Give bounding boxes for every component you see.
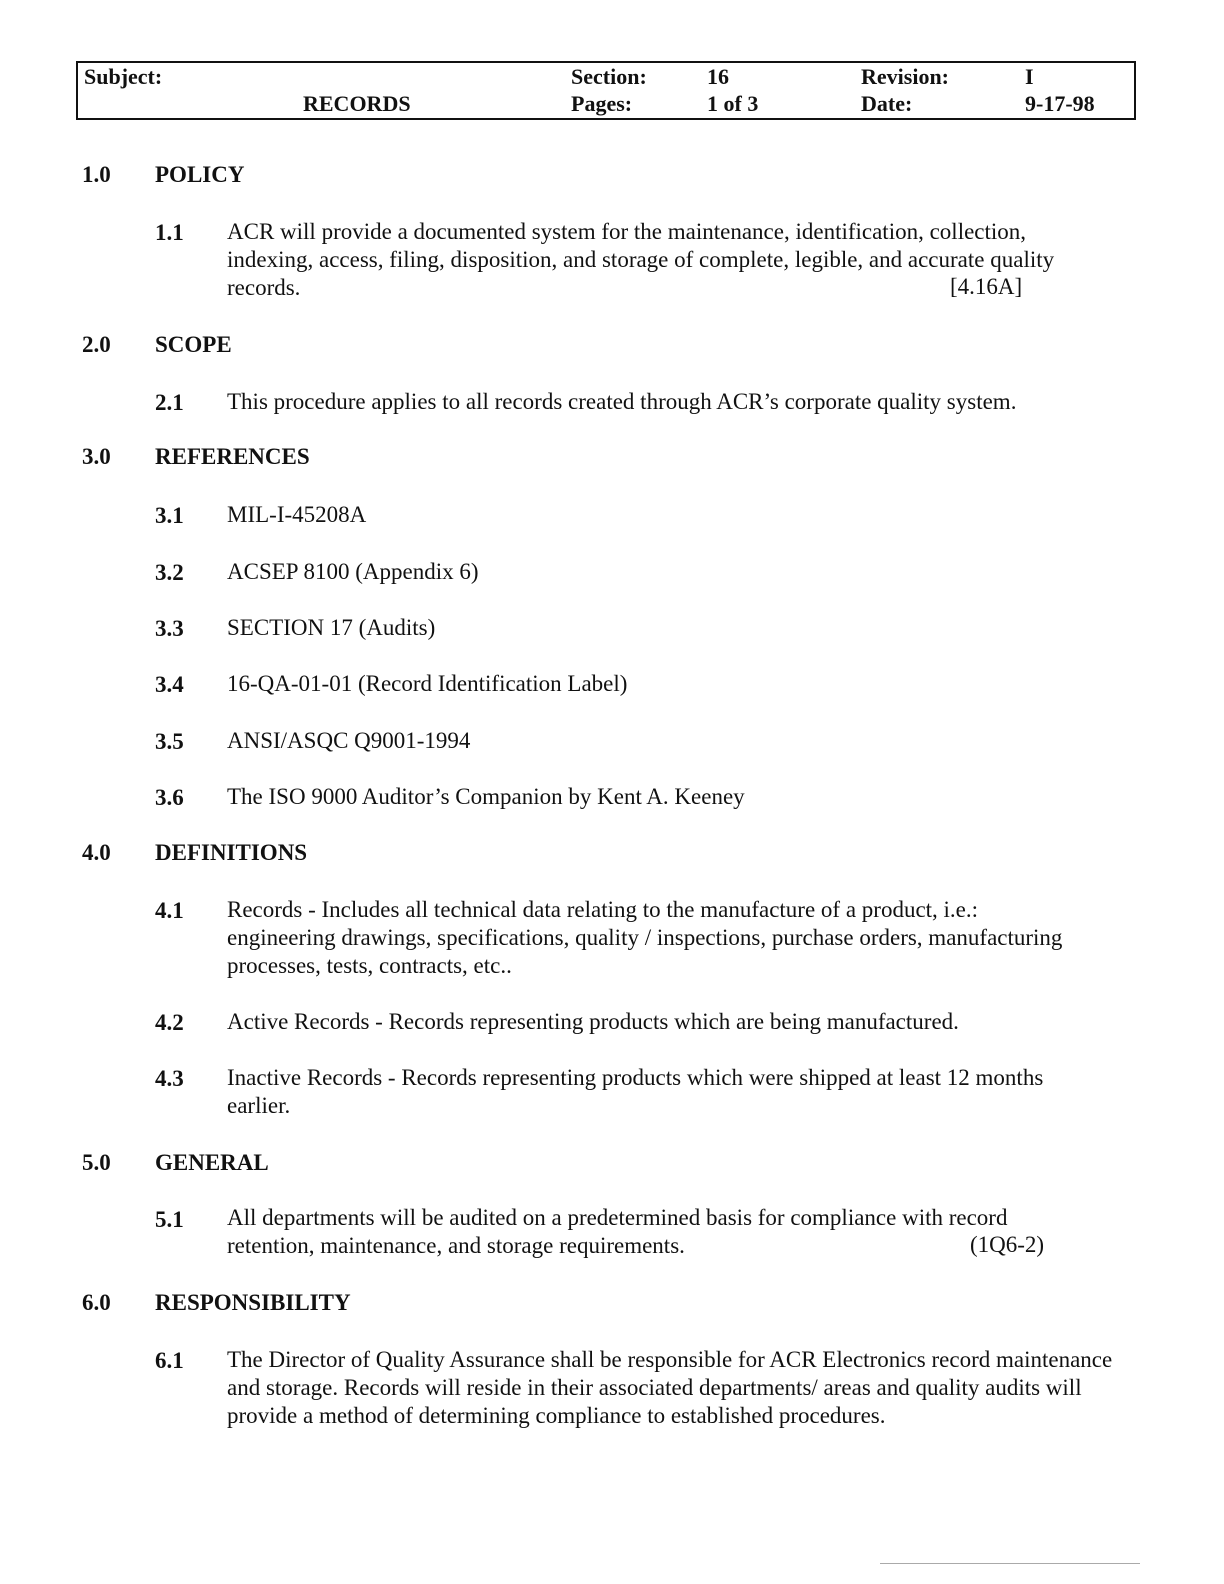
item-line: MIL-I-45208A [227,502,367,527]
item-line: and storage. Records will reside in their associated departments/ areas and quality audits will [227,1375,1082,1400]
item-number: 4.3 [155,1066,184,1091]
section-title: SCOPE [155,332,232,357]
item-text [227,783,1157,811]
item-text [227,558,1157,586]
item-number: 4.2 [155,1010,184,1035]
item-number: 2.1 [155,390,184,415]
section-title: GENERAL [155,1150,269,1175]
item-line: Active Records - Records representing products which are being manufactured. [227,1009,959,1034]
item-line: engineering drawings, specifications, quality / inspections, purchase orders, manufacturing [227,925,1063,950]
item-line: ACSEP 8100 (Appendix 6) [227,559,479,584]
item-line: 16-QA-01-01 (Record Identification Label) [227,671,628,696]
item-line: All departments will be audited on a predetermined basis for compliance with record [227,1205,1008,1230]
item-text [227,1064,1157,1120]
item-number: 6.1 [155,1348,184,1373]
item-text [227,388,1157,416]
item-text [227,670,1157,698]
item-line: SECTION 17 (Audits) [227,615,436,640]
section-title: POLICY [155,162,245,187]
section-number: 1.0 [82,162,111,187]
item-line: processes, tests, contracts, etc.. [227,953,512,978]
item-line: Records - Includes all technical data relating to the manufacture of a product, i.e.: [227,897,979,922]
item-text [227,727,1157,755]
item-number: 1.1 [155,220,184,245]
item-text [227,1008,1157,1036]
item-number: 3.2 [155,560,184,585]
item-text [227,501,1157,529]
item-text [227,896,1157,980]
item-line: Inactive Records - Records representing products which were shipped at least 12 months [227,1065,1044,1090]
section-number: 3.0 [82,444,111,469]
pages-label: Pages: [571,91,633,116]
item-line: This procedure applies to all records created through ACR’s corporate quality system. [227,389,1017,414]
item-line: The Director of Quality Assurance shall be responsible for ACR Electronics record maintenance [227,1347,1113,1372]
item-text [227,614,1157,642]
revision-label: Revision: [861,64,949,89]
section-title: RESPONSIBILITY [155,1290,351,1315]
item-number: 4.1 [155,898,184,923]
section-number: 5.0 [82,1150,111,1175]
section-value: 16 [707,64,729,89]
section-number: 2.0 [82,332,111,357]
section-label: Section: [571,64,647,89]
pages-value: 1 of 3 [707,91,759,116]
item-line: provide a method of determining compliance to established procedures. [227,1403,886,1428]
document-header [76,61,1136,120]
item-line: indexing, access, filing, disposition, and storage of complete, legible, and accurate quality [227,247,1055,272]
item-number: 3.6 [155,785,184,810]
date-label: Date: [861,91,913,116]
date-value: 9-17-98 [1025,91,1095,116]
footer-rule [880,1563,1140,1564]
reference-tag: [4.16A] [950,274,1023,299]
item-number: 3.1 [155,503,184,528]
section-title: REFERENCES [155,444,310,469]
item-number: 3.3 [155,616,184,641]
subject-label: Subject: [84,64,163,89]
item-line: ACR will provide a documented system for the maintenance, identification, collection, [227,219,1027,244]
reference-tag: (1Q6-2) [970,1232,1045,1257]
item-line: The ISO 9000 Auditor’s Companion by Kent A. Keeney [227,784,745,809]
item-line: earlier. [227,1093,291,1118]
item-line: retention, maintenance, and storage requirements. [227,1233,685,1258]
item-number: 5.1 [155,1207,184,1232]
revision-value: I [1025,64,1034,89]
item-number: 3.4 [155,672,184,697]
section-number: 4.0 [82,840,111,865]
item-line: ANSI/ASQC Q9001-1994 [227,728,471,753]
item-text [227,1346,1157,1430]
item-line: records. [227,275,301,300]
section-title: DEFINITIONS [155,840,308,865]
item-number: 3.5 [155,729,184,754]
subject-value: RECORDS [303,91,411,116]
section-number: 6.0 [82,1290,111,1315]
